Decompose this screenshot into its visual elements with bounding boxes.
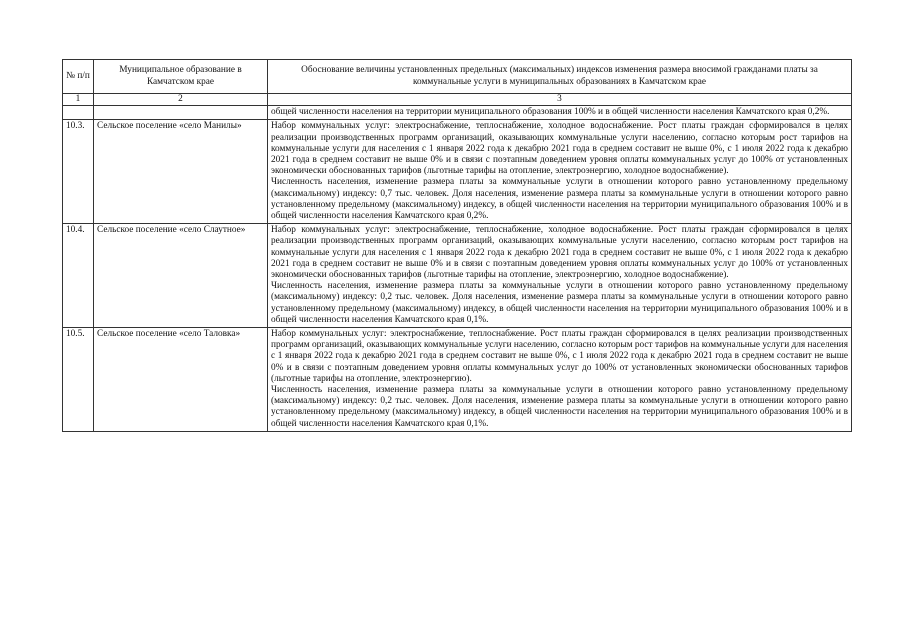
table-row (63, 224, 852, 328)
column-index-1: 1 (63, 94, 94, 106)
continuation-text: общей численности населения на территории муниципального образования 100% и в общей численности населения Камчатского края 0,2%. (268, 106, 852, 120)
population-paragraph: Численность населения, изменение размера платы за коммунальные услуги в отношении которого равно установленному предельному (максимальному) индексу: 0,2 тыс. человек. Доля населения, изменение размера платы за коммунальные услуги в отношении которого равно установленному предельному (максимальному) индексу, в общей численности населения на территории муниципального образования 100% и в общей численности населения Камчатского края 0,1%. (271, 281, 848, 325)
row-municipality-cell (94, 106, 268, 120)
row-municipality-cell: Сельское поселение «село Слаутное» (94, 224, 268, 328)
row-municipality-cell: Сельское поселение «село Таловка» (94, 328, 268, 432)
table-row (63, 120, 852, 224)
row-justification-cell (268, 328, 852, 432)
column-index-3: 3 (268, 94, 852, 106)
header-justification-cell: Обоснование величины установленных предельных (максимальных) индексов изменения размера вносимой гражданами платы за коммунальные услуги в муниципальных образованиях в Камчатском крае (268, 60, 852, 94)
column-index-row (63, 94, 852, 106)
tariff-index-table (62, 59, 852, 432)
row-justification-cell (268, 224, 852, 328)
services-paragraph: Набор коммунальных услуг: электроснабжение, теплоснабжение, холодное водоснабжение. Рост платы граждан сформировался в целях реализации производственных программ организаций, оказывающих коммунальные услуги населению, согласно которым рост тарифов на коммунальные услуги для населения с 1 января 2022 года к декабрю 2021 года в среднем составит не выше 0%, с 1 июля 2022 года к декабрю 2021 года в среднем составит не выше 0% и в связи с поэтапным доведением уровня оплаты коммунальных услуг до 100% от установленных экономически обоснованных тарифов (льготные тарифы на отопление, электроэнергию, холодное водоснабжение). (271, 225, 848, 281)
table-row (63, 106, 852, 120)
header-number-cell: № п/п (63, 60, 94, 94)
row-number-cell (63, 106, 94, 120)
population-paragraph: Численность населения, изменение размера платы за коммунальные услуги в отношении которого равно установленному предельному (максимальному) индексу: 0,2 тыс. человек. Доля населения, изменение размера платы за коммунальные услуги в отношении которого равно установленному предельному (максимальному) индексу, в общей численности населения на территории муниципального образования 100% и в общей численности населения Камчатского края 0,1%. (271, 385, 848, 429)
services-paragraph: Набор коммунальных услуг: электроснабжение, теплоснабжение. Рост платы граждан сформировался в целях реализации производственных программ организаций, оказывающих коммунальные услуги населению, согласно которым рост тарифов на коммунальные услуги для населения с 1 января 2022 года к декабрю 2021 года в среднем составит не выше 0%, с 1 июля 2022 года к декабрю 2021 года в среднем составит не выше 0% и в связи с поэтапным доведением уровня оплаты коммунальных услуг до 100% от установленных экономически обоснованных тарифов (льготные тарифы на отопление, электроэнергию). (271, 329, 848, 384)
table-row (63, 328, 852, 432)
header-municipality-cell: Муниципальное образование в Камчатском крае (94, 60, 268, 94)
row-number-cell: 10.5. (63, 328, 94, 432)
row-municipality-cell: Сельское поселение «село Манилы» (94, 120, 268, 224)
row-number-cell: 10.3. (63, 120, 94, 224)
column-index-2: 2 (94, 94, 268, 106)
table-header-row (63, 60, 852, 94)
row-number-cell: 10.4. (63, 224, 94, 328)
row-justification-cell (268, 120, 852, 224)
services-paragraph: Набор коммунальных услуг: электроснабжение, теплоснабжение, холодное водоснабжение. Рост платы граждан сформировался в целях реализации производственных программ организаций, оказывающих коммунальные услуги населению, согласно которым рост тарифов на коммунальные услуги для населения с 1 января 2022 года к декабрю 2021 года в среднем составит не выше 0%, с 1 июля 2022 года к декабрю 2021 года в среднем составит не выше 0% и в связи с поэтапным доведением уровня оплаты коммунальных услуг до 100% от установленных экономически обоснованных тарифов (льготные тарифы на отопление, электроэнергию, холодное водоснабжение). (271, 121, 848, 177)
population-paragraph: Численность населения, изменение размера платы за коммунальные услуги в отношении которого равно установленному предельному (максимальному) индексу: 0,7 тыс. человек. Доля населения, изменение размера платы за коммунальные услуги в отношении которого равно установленному предельному (максимальному) индексу, в общей численности населения на территории муниципального образования 100% и в общей численности населения Камчатского края 0,2%. (271, 177, 848, 222)
